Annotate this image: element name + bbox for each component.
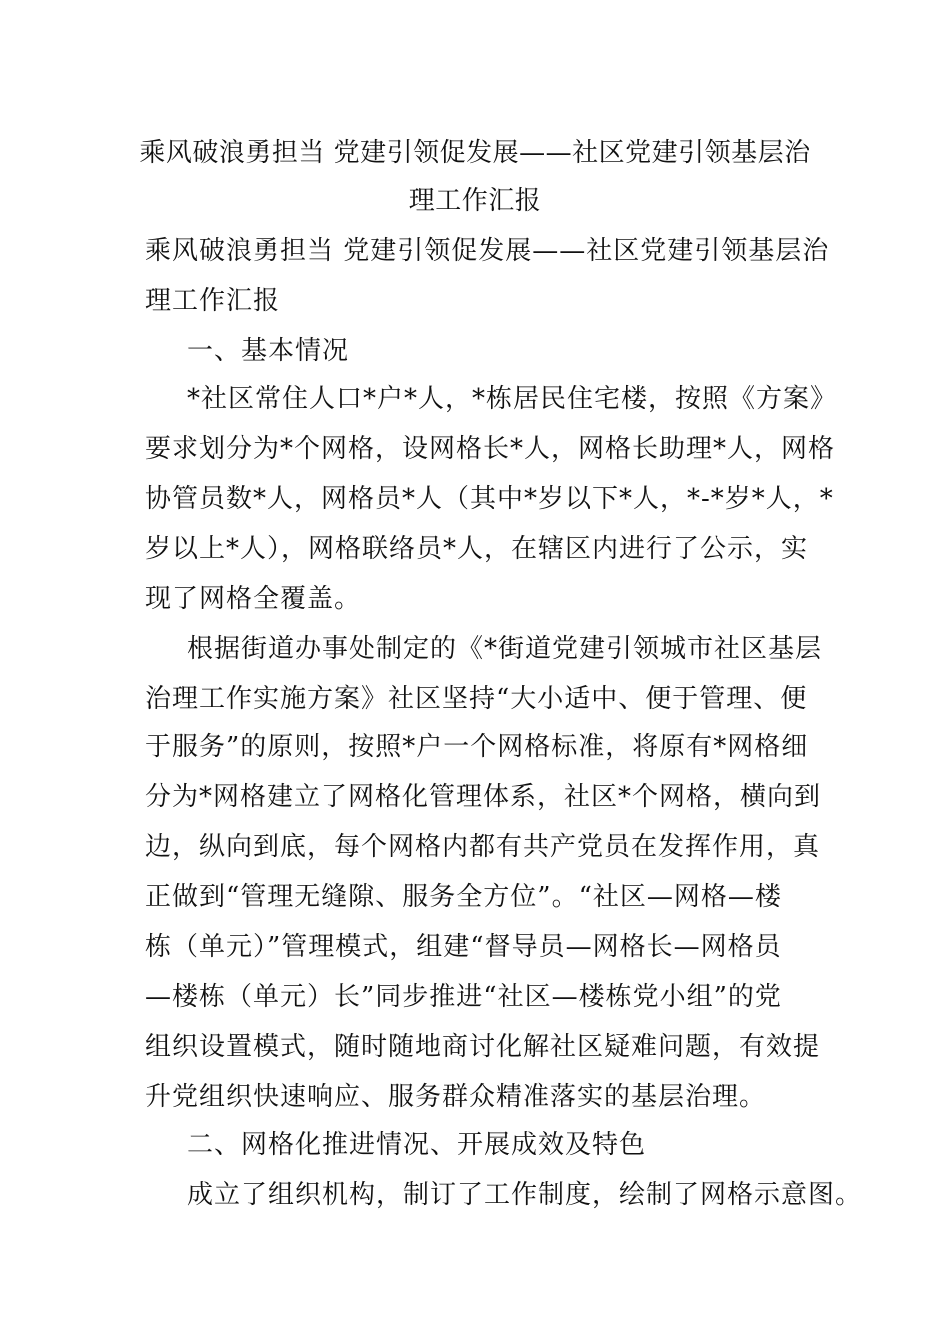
body-line: 治理工作实施方案》社区坚持“大小适中、便于管理、便 [145,684,808,714]
section-heading-basic: 一、基本情况 [187,336,350,366]
body-line: 分为*网格建立了网格化管理体系，社区*个网格，横向到 [145,782,822,812]
body-line: 边，纵向到底，每个网格内都有共产党员在发挥作用，真 [145,832,821,862]
body-line: 理工作汇报 [145,286,281,316]
body-line: 栋（单元）”管理模式，组建“督导员—网格长—网格员 [145,932,782,962]
body-line: *社区常住人口*户*人，*栋居民住宅楼，按照《方案》 [187,384,838,414]
body-line: —楼栋（单元）长”同步推进“社区—楼栋党小组”的党 [145,982,782,1012]
body-line: 乘风破浪勇担当 党建引领促发展——社区党建引领基层治 [145,236,830,266]
body-line: 岁以上*人），网格联络员*人，在辖区内进行了公示，实 [145,534,809,564]
body-line: 根据街道办事处制定的《*街道党建引领城市社区基层 [187,634,823,664]
body-line: 升党组织快速响应、服务群众精准落实的基层治理。 [145,1082,767,1112]
body-line: 要求划分为*个网格，设网格长*人，网格长助理*人，网格 [145,434,836,464]
body-line: 现了网格全覆盖。 [145,584,362,614]
body-line: 正做到“管理无缝隙、服务全方位”。“社区—网格—楼 [145,882,782,912]
body-line: 协管员数*人，网格员*人（其中*岁以下*人，*-*岁*人，* [145,484,834,514]
body-line: 组织设置模式，随时随地商讨化解社区疑难问题，有效提 [145,1032,821,1062]
document-title-line-2: 理工作汇报 [408,186,542,216]
body-line: 成立了组织机构，制订了工作制度，绘制了网格示意图。 [187,1180,863,1210]
body-line: 于服务”的原则，按照*户一个网格标准，将原有*网格细 [145,732,809,762]
document-title-line-1: 乘风破浪勇担当 党建引领促发展——社区党建引领基层治 [139,138,811,168]
section-heading-progress: 二、网格化推进情况、开展成效及特色 [187,1130,647,1160]
